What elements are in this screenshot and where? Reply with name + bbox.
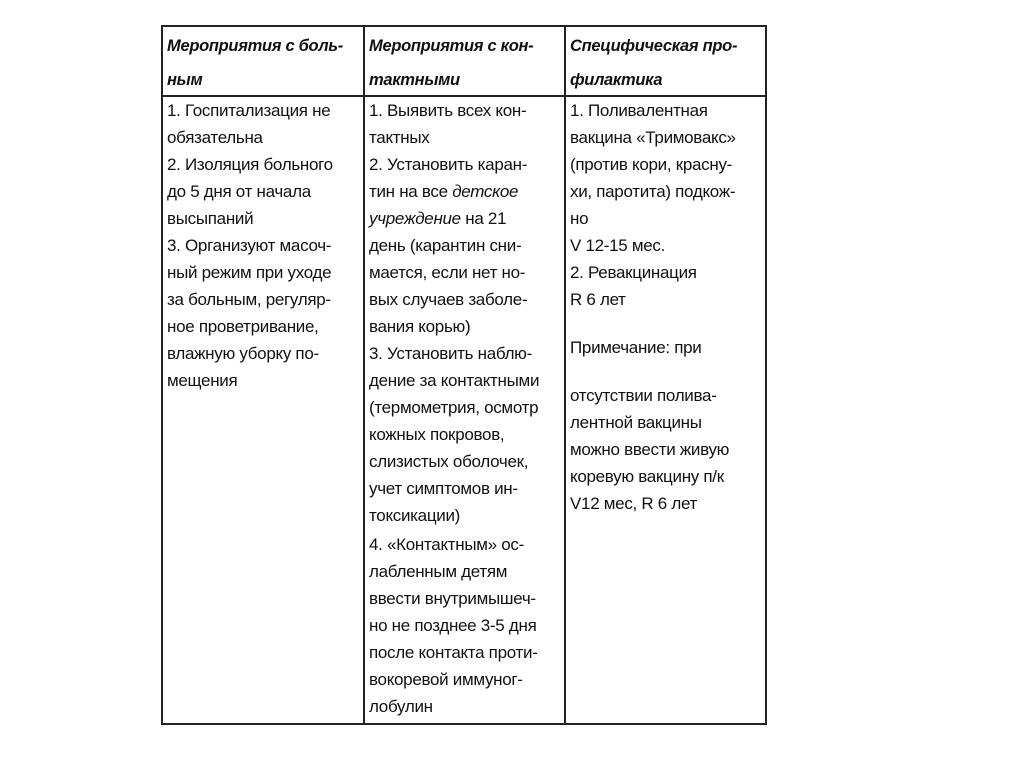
cell-contact-measures [369,97,563,720]
text-line: тактных [369,128,430,147]
text-line: (против кори, красну- [570,155,733,174]
text-line: учреждение на 21 [369,209,507,228]
text-line: высыпаний [167,209,254,228]
text-line: 2. Изоляция больного [167,155,333,174]
measures-table [161,25,767,725]
text-line: 1. Госпитализация не [167,101,331,120]
text-line: токсикации) [369,506,461,525]
text-line: вокоревой иммуног- [369,670,523,689]
text-line: лобулин [369,697,433,716]
text-line: 3. Организуют масоч- [167,236,332,255]
header-cell-contact-measures: Мероприятия с кон- тактными [369,37,534,89]
text-line: R 6 лет [570,290,626,309]
text-line: обязательна [167,128,263,147]
text-line: мается, если нет но- [369,263,526,282]
text-line: 4. «Контактным» ос- [369,535,524,554]
note-line: Примечание: при [570,338,702,357]
text-line: ный режим при уходе [167,263,332,282]
text-line: лабленным детям [369,562,508,581]
text-line: можно ввести живую [570,440,730,459]
text-line: 1. Выявить всех кон- [369,101,527,120]
text-line: V12 мес, R 6 лет [570,494,698,513]
text-line: после контакта проти- [369,643,538,662]
text-line: вания корью) [369,317,471,336]
cell-patient-measures [167,97,363,394]
text-line: ное проветривание, [167,317,319,336]
text-line: мещения [167,371,238,390]
header-cell-specific-prophylaxis: Специфическая про- филактика [570,37,738,89]
text-line: 3. Установить наблю- [369,344,532,363]
text-line: V 12-15 мес. [570,236,666,255]
text-line: учет симптомов ин- [369,479,518,498]
text-line: ввести внутримышеч- [369,589,536,608]
text-line: день (карантин сни- [369,236,522,255]
text-line: до 5 дня от начала [167,182,311,201]
column-divider [363,27,365,723]
text-line: влажную уборку по- [167,344,319,363]
text-line: (термометрия, осмотр [369,398,539,417]
text-line: вакцина «Тримовакс» [570,128,736,147]
text-line: дение за контактными [369,371,540,390]
header-cell-patient-measures: Мероприятия с боль- ным [167,37,343,89]
text-line: хи, паротита) подкож- [570,182,736,201]
text-line: 1. Поливалентная [570,101,708,120]
cell-specific-prophylaxis [570,97,766,517]
text-line: 2. Ревакцинация [570,263,697,282]
text-line: вых случаев заболе- [369,290,528,309]
text-line: отсутствии полива- [570,386,717,405]
text-line: коревую вакцину п/к [570,467,724,486]
text-line: но [570,209,589,228]
column-divider [564,27,566,723]
text-line: 2. Установить каран- [369,155,528,174]
text-line: за больным, регуляр- [167,290,331,309]
text-line: слизистых оболочек, [369,452,529,471]
text-line: тин на все детское [369,182,519,201]
text-line: кожных покровов, [369,425,505,444]
text-line: лентной вакцины [570,413,702,432]
text-line: но не позднее 3-5 дня [369,616,537,635]
